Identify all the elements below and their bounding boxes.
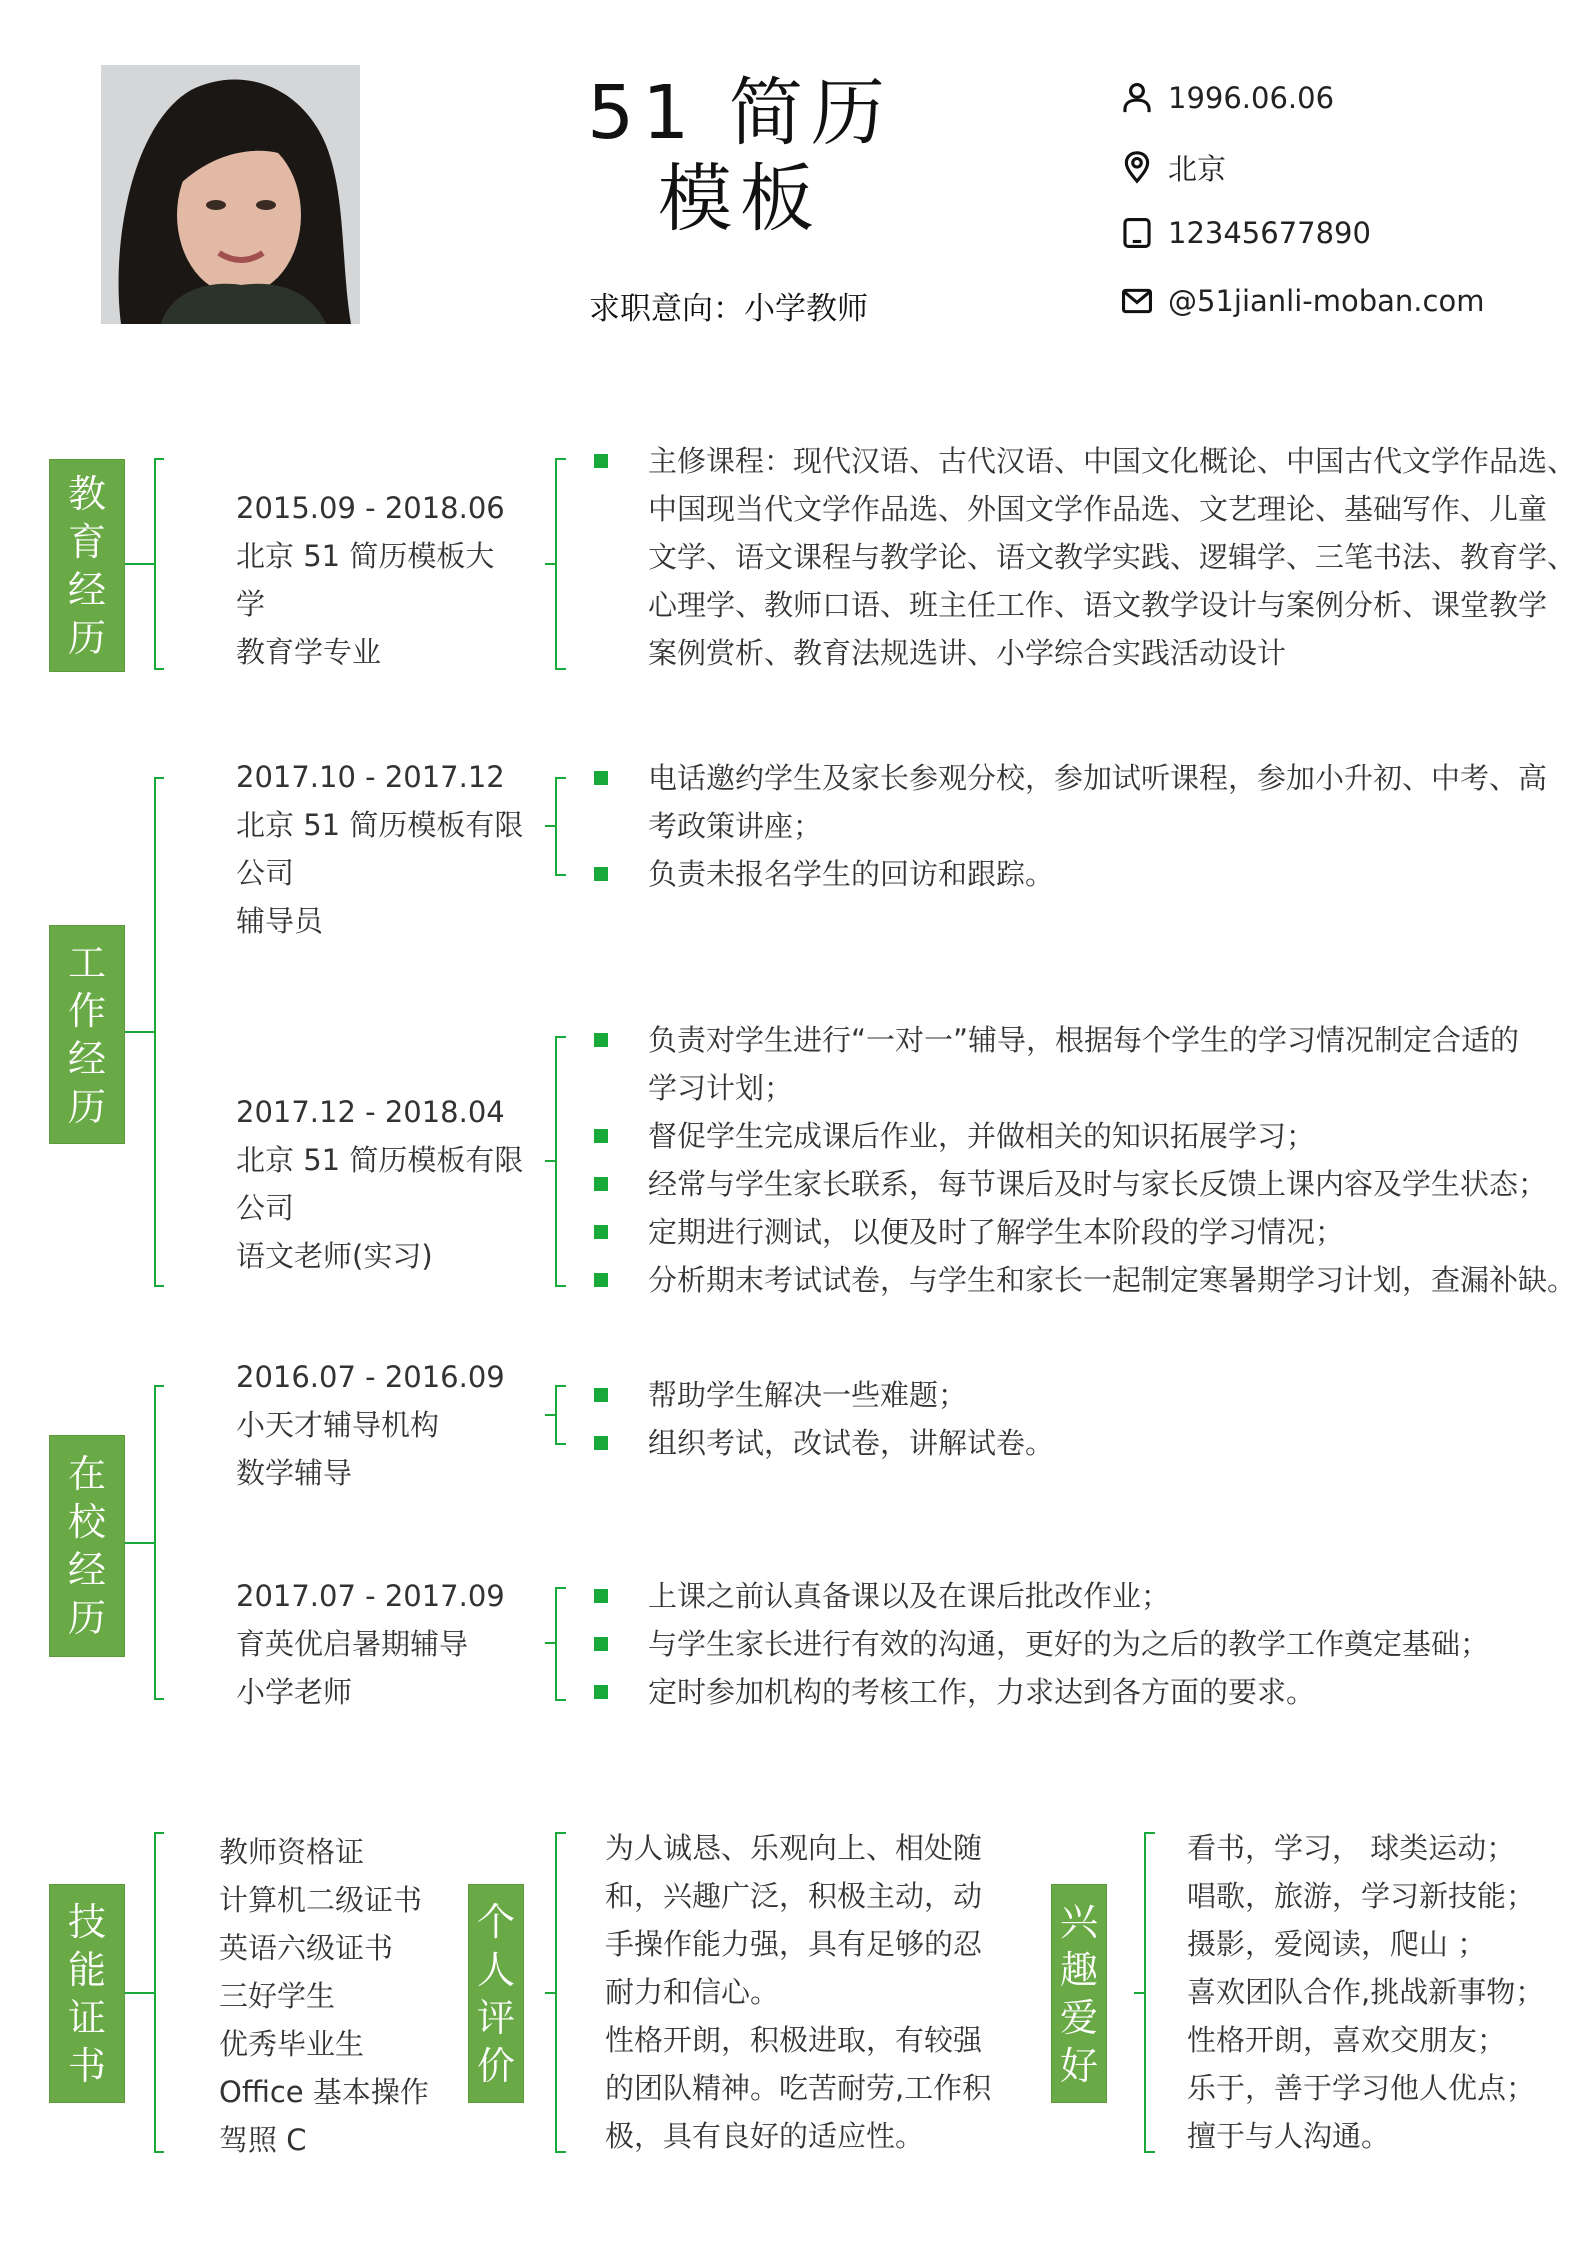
school-2-date: 2017.07 - 2017.09: [236, 1579, 505, 1613]
evaluation-line: 手操作能力强，具有足够的忍: [605, 1927, 983, 1961]
school-1-org: 小天才辅导机构: [236, 1408, 440, 1442]
hobby-line: 性格开朗，喜欢交朋友；: [1187, 2023, 1507, 2057]
course-line: 中国现当代文学作品选、外国文学作品选、文艺理论、基础写作、儿童: [648, 492, 1548, 526]
bullet-square: [594, 1685, 608, 1699]
hobby-line: 擅于与人沟通。: [1187, 2119, 1391, 2153]
education-school: 北京 51 简历模板大: [236, 539, 495, 573]
profile-photo: [101, 65, 360, 324]
job-2-date: 2017.12 - 2018.04: [236, 1095, 505, 1129]
job-1-bullet: 负责未报名学生的回访和跟踪。: [648, 857, 1055, 891]
email-row: [1120, 281, 1484, 321]
school-2-bullet: 与学生家长进行有效的沟通，更好的为之后的教学工作奠定基础；: [648, 1627, 1490, 1661]
job-1-bullet-cont: 考政策讲座；: [648, 809, 823, 843]
certificate-item: 教师资格证: [219, 1835, 365, 1869]
certificate-item: 三好学生: [219, 1979, 336, 2013]
evaluation-line: 耐力和信心。: [605, 1975, 780, 2009]
school-2-bullet: 定时参加机构的考核工作，力求达到各方面的要求。: [648, 1675, 1316, 1709]
bullet-square: [594, 771, 608, 785]
section-label-certificates: 技 能 证 书: [49, 1884, 125, 2103]
bullet-square: [594, 1225, 608, 1239]
certificate-item: Office 基本操作: [219, 2075, 429, 2109]
bullet-square: [594, 1177, 608, 1191]
bullet-square: [594, 1273, 608, 1287]
course-line: 案例赏析、教育法规选讲、小学综合实践活动设计: [648, 636, 1287, 670]
job-2-company: 北京 51 简历模板有限: [236, 1143, 524, 1177]
city-row: [1120, 147, 1226, 187]
section-label-work: 工 作 经 历: [49, 925, 125, 1144]
resume-title: [560, 70, 920, 242]
section-label-evaluation: 个 人 评 价: [468, 1884, 524, 2103]
course-line: 主修课程：现代汉语、古代汉语、中国文化概论、中国古代文学作品选、: [648, 444, 1577, 478]
job-1-bullet: 电话邀约学生及家长参观分校，参加试听课程，参加小升初、中考、高: [648, 761, 1548, 795]
bullet-square: [594, 1436, 608, 1450]
title-line-2: 模板: [658, 156, 822, 242]
hobby-line: 乐于，善于学习他人优点；: [1187, 2071, 1536, 2105]
hobby-line: 喜欢团队合作,挑战新事物；: [1187, 1975, 1545, 2009]
school-2-org: 育英优启暑期辅导: [236, 1627, 469, 1661]
job-2-bullet-cont: 学习计划；: [648, 1071, 794, 1105]
course-line: 文学、语文课程与教学论、语文教学实践、逻辑学、三笔书法、教育学、: [648, 540, 1577, 574]
school-1-role: 数学辅导: [236, 1456, 353, 1490]
job-1-company: 北京 51 简历模板有限: [236, 808, 524, 842]
location-pin-icon: [1120, 150, 1154, 184]
bullet-square: [594, 1637, 608, 1651]
certificate-item: 计算机二级证书: [219, 1883, 423, 1917]
job-intent-label: 求职意向：: [589, 291, 744, 327]
education-date: 2015.09 - 2018.06: [236, 491, 505, 525]
city: 北京: [1168, 151, 1227, 186]
education-major: 教育学专业: [236, 635, 382, 669]
school-2-bullet: 上课之前认真备课以及在课后批改作业；: [648, 1579, 1171, 1613]
certificate-item: 驾照 C: [219, 2123, 307, 2157]
job-2-bullet: 经常与学生家长联系，每节课后及时与家长反馈上课内容及学生状态；: [648, 1167, 1548, 1201]
school-2-role: 小学老师: [236, 1675, 353, 1709]
hobby-line: 看书，学习， 球类运动；: [1187, 1831, 1516, 1865]
email: @51jianli-moban.com: [1168, 284, 1485, 318]
job-intent-value: 小学教师: [744, 291, 868, 327]
section-label-hobbies: 兴 趣 爱 好: [1051, 1884, 1107, 2103]
evaluation-line: 的团队精神。吃苦耐劳,工作积: [605, 2071, 992, 2105]
hobby-line: 摄影，爱阅读，爬山 ；: [1187, 1927, 1487, 1961]
bullet-square: [594, 1129, 608, 1143]
course-line: 心理学、教师口语、班主任工作、语文教学设计与案例分析、课堂教学: [648, 588, 1548, 622]
phone: 12345677890: [1168, 216, 1371, 250]
job-2-role: 语文老师(实习): [236, 1239, 433, 1273]
job-1-company-cont: 公司: [236, 856, 295, 890]
job-2-bullet: 分析期末考试试卷，与学生和家长一起制定寒暑期学习计划，查漏补缺。: [648, 1263, 1577, 1297]
bullet-square: [594, 1033, 608, 1047]
bullet-square: [594, 1388, 608, 1402]
certificate-item: 英语六级证书: [219, 1931, 394, 1965]
phone-icon: [1120, 216, 1154, 250]
school-1-bullet: 帮助学生解决一些难题；: [648, 1378, 968, 1412]
school-1-bullet: 组织考试，改试卷，讲解试卷。: [648, 1426, 1055, 1460]
evaluation-line: 为人诚恳、乐观向上、相处随: [605, 1831, 983, 1865]
birthdate: 1996.06.06: [1168, 81, 1335, 115]
section-label-school: 在 校 经 历: [49, 1435, 125, 1657]
mail-icon: [1120, 284, 1154, 318]
birthdate-row: [1120, 78, 1334, 118]
school-1-date: 2016.07 - 2016.09: [236, 1360, 505, 1394]
job-intent: [589, 283, 868, 328]
job-2-company-cont: 公司: [236, 1191, 295, 1225]
bullet-square: [594, 1589, 608, 1603]
job-2-bullet: 督促学生完成课后作业，并做相关的知识拓展学习；: [648, 1119, 1316, 1153]
hobby-line: 唱歌，旅游，学习新技能；: [1187, 1879, 1536, 1913]
title-line-1: 51 简历: [587, 70, 893, 156]
job-1-role: 辅导员: [236, 904, 324, 938]
bullet-square: [594, 867, 608, 881]
person-icon: [1120, 81, 1154, 115]
job-2-bullet: 定期进行测试，以便及时了解学生本阶段的学习情况；: [648, 1215, 1345, 1249]
certificate-item: 优秀毕业生: [219, 2027, 365, 2061]
evaluation-line: 性格开朗，积极进取，有较强: [605, 2023, 983, 2057]
phone-row: [1120, 213, 1371, 253]
job-1-date: 2017.10 - 2017.12: [236, 760, 505, 794]
job-2-bullet: 负责对学生进行“一对一”辅导，根据每个学生的学习情况制定合适的: [648, 1023, 1520, 1057]
bullet-square: [594, 454, 608, 468]
section-label-education: 教 育 经 历: [49, 459, 125, 672]
evaluation-line: 和，兴趣广泛，积极主动，动: [605, 1879, 983, 1913]
evaluation-line: 极，具有良好的适应性。: [605, 2119, 925, 2153]
education-school-cont: 学: [236, 587, 266, 621]
